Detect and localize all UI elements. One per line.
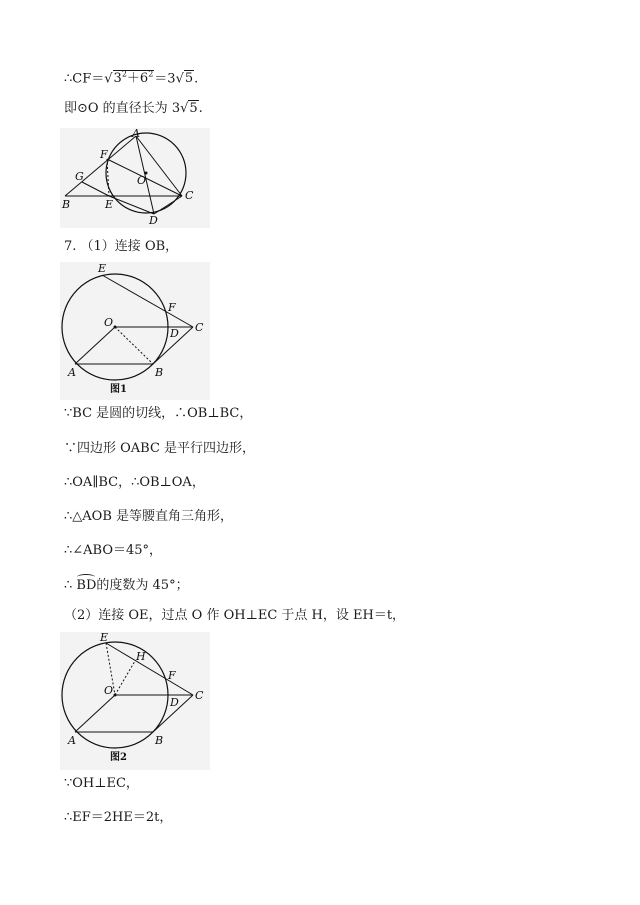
statement-3: ∴OA∥BC，∴OB⊥OA， [64,475,205,490]
label-b-1: B [155,366,164,379]
label-g: G [75,170,84,183]
radical-sign-3: √ [180,101,189,116]
label-a: A [132,128,140,140]
label-c: C [185,189,194,202]
label-d-1: D [170,327,179,340]
statement-2: ∵四边形 OABC 是平行四边形， [64,441,256,456]
figure-1-caption: 图1 [110,384,127,395]
cf-end: . [194,71,199,87]
figure-top-svg [60,128,210,228]
center-o-1 [114,326,117,329]
figure-2 [60,632,210,770]
label-e: E [105,198,114,211]
diameter-end: . [198,101,203,116]
cf-result-radicand: 5 [184,71,194,87]
statement-4: ∴△AOB 是等腰直角三角形， [64,509,234,524]
label-a-2: A [68,734,76,747]
label-a-1: A [68,366,76,379]
cf-equation [64,66,198,88]
label-f-2: F [168,669,176,682]
radical-sign-2: √ [175,71,184,87]
diameter-statement [64,100,203,118]
diameter-prefix: 即⊙O 的直径长为 3 [64,101,181,116]
statement-8: ∴EF＝2HE＝2t， [64,810,173,825]
center-o-2 [114,694,117,697]
label-o-1: O [104,316,114,329]
figure-1-svg [60,262,210,400]
label-c-1: C [195,321,204,334]
label-b: B [62,198,71,211]
label-d-2: D [170,696,179,709]
label-e-1: E [98,262,107,275]
diameter-radicand: 5 [189,101,198,116]
statement-6 [64,577,189,595]
label-h-2: H [136,650,146,663]
label-f-1: F [168,301,176,314]
statement-7: ∵OH⊥EC， [64,776,139,791]
radicand-term-1: 3 [113,71,122,87]
cf-result-coeff: ＝3 [154,71,176,87]
label-b-2: B [155,734,164,747]
radicand-term-2: ＋6 [126,71,149,87]
label-e-2: E [100,632,109,644]
statement-6-suffix: 的度数为 45°； [96,578,189,593]
label-o: O [137,174,147,187]
figure-top [60,128,210,228]
radical-sign: √ [104,71,113,87]
figure-1 [60,262,210,400]
label-o-2: O [104,684,114,697]
label-c-2: C [195,689,204,702]
statement-5: ∴∠ABO＝45°， [64,543,163,558]
label-d: D [149,214,158,227]
cf-prefix: ∴CF＝ [64,71,105,87]
figure-2-caption: 图2 [110,752,127,763]
statement-6-prefix: ∴ [64,578,77,593]
label-f: F [100,148,108,161]
exponent-2: 2 [148,70,154,79]
exponent-1: 2 [121,70,127,79]
statement-1: ∵BC 是圆的切线，∴OB⊥BC， [64,406,253,421]
figure-2-svg [60,632,210,770]
arc-bd: BD [76,578,97,593]
problem-7-part-1-heading: 7. （1）连接 OB， [64,239,179,254]
problem-7-part-2-heading: （2）连接 OE，过点 O 作 OH⊥EC 于点 H，设 EH＝t， [64,608,406,623]
radicand [113,70,155,86]
